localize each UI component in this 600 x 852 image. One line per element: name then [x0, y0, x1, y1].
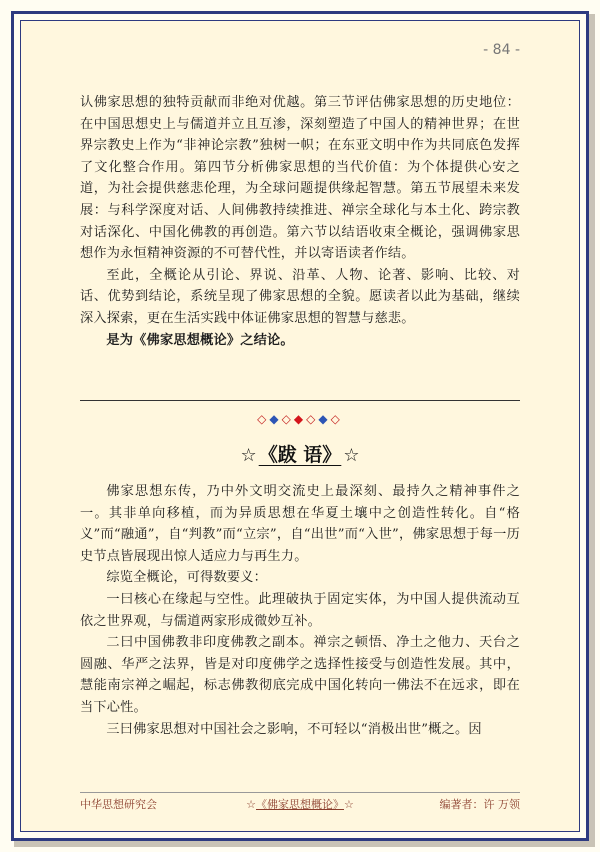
- diamond-outline-icon: ◇: [330, 412, 343, 426]
- diamond-red-icon: ◆: [293, 412, 307, 426]
- diamond-outline-icon: ◇: [306, 412, 319, 426]
- diamond-ornament: [0, 412, 600, 426]
- conclusion-section: [80, 92, 520, 351]
- diamond-blue-icon: ◆: [318, 412, 331, 426]
- footer-organization: 中华思想研究会: [80, 798, 157, 811]
- postscript-section: [80, 481, 520, 740]
- page-number: - 84 -: [483, 42, 520, 58]
- paragraph: 综览全概论，可得数要义：: [106, 570, 268, 586]
- paragraph: 至此，全概论从引论、界说、沿革、人物、论著、影响、比较、对话、优势到结论，系统呈现了佛家思想的全貌。愿读者以此为基础，继续深入探索，更在生活实践中体证佛家思想的智慧与慈悲。: [80, 267, 520, 326]
- footer-author: 编著者：许 万领: [439, 798, 520, 811]
- section-title: 《跋 语》: [258, 444, 342, 466]
- paragraph: 佛家思想东传，乃中外文明交流史上最深刻、最持久之精神事件之一。其非单向移植，而为异质思想在华夏土壤中之创造性转化。自“格义”而“融通”，自“判教”而“立宗”，自“出世”而“入世”，佛家思想于每一历史节点皆展现出惊人适应力与再生力。: [80, 484, 520, 564]
- diamond-outline-icon: ◇: [281, 412, 294, 426]
- star-icon: ☆: [240, 445, 257, 466]
- conclusion-line: 是为《佛家思想概论》之结论。: [106, 332, 294, 348]
- paragraph: 二曰中国佛教非印度佛教之副本。禅宗之顿悟、净土之他力、天台之圆融、华严之法界，皆是对印度佛学之选择性接受与创造性发展。其中，慧能南宗禅之崛起，标志佛教彻底完成中国化转向一佛法不在远求，即在当下心性。: [80, 635, 520, 715]
- section-heading: [0, 440, 600, 467]
- star-icon: ☆: [344, 798, 354, 811]
- diamond-outline-icon: ◇: [257, 412, 270, 426]
- frame-shadow-right: [589, 14, 595, 847]
- paragraph: 一曰核心在缘起与空性。此理破执于固定实体，为中国人提供流动互依之世界观，与儒道两家形成微妙互补。: [80, 591, 520, 629]
- paragraph: 三曰佛家思想对中国社会之影响，不可轻以“消极出世”概之。因: [106, 721, 482, 737]
- frame-shadow: [14, 841, 592, 847]
- footer-divider: [80, 792, 520, 793]
- star-icon: ☆: [246, 798, 256, 811]
- paragraph: 认佛家思想的独特贡献而非绝对优越。第三节评估佛家思想的历史地位：在中国思想史上与儒道并立且互渗，深刻塑造了中国人的精神世界；在世界宗教史上作为“非神论宗教”独树一帜；在东亚文明中作为共同底色发挥了文化整合作用。第四节分析佛家思想的当代价值：为个体提供心安之道，为社会提供慈悲伦理，为全球问题提供缘起智慧。第五节展望未来发展：与科学深度对话、人间佛教持续推进、禅宗全球化与本土化、跨宗教对话深化、中国化佛教的再创造。第六节以结语收束全概论，强调佛家思想作为永恒精神资源的不可替代性，并以寄语读者作结。: [80, 95, 520, 262]
- section-divider-line: [80, 400, 520, 401]
- diamond-blue-icon: ◆: [269, 412, 282, 426]
- footer-title-text: 《佛家思想概论》: [256, 798, 344, 811]
- star-icon: ☆: [343, 445, 360, 466]
